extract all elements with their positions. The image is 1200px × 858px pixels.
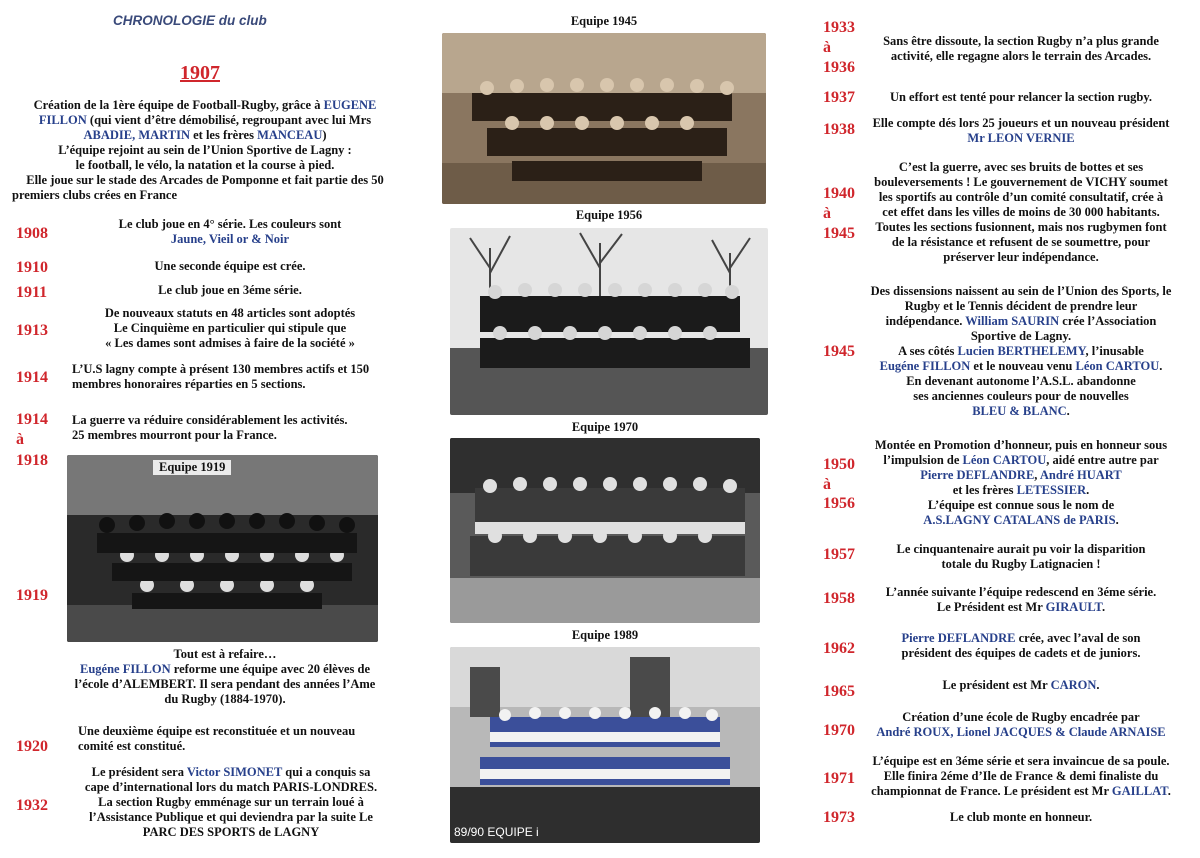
caption-equipe-1970: Equipe 1970: [571, 420, 639, 434]
entry-1958-text: L’année suivante l’équipe redescend en 3éme série. Le Président est Mr GIRAULT.: [885, 585, 1157, 614]
entry-1965-text: Le président est Mr CARON.: [942, 678, 1100, 692]
year-1932: 1932: [16, 797, 48, 814]
entry-1908-text: Le club joue en 4° série. Les couleurs sont Jaune, Vieil or & Noir: [118, 217, 342, 246]
entry-1907-text: Création de la 1ère équipe de Football-Rugby, grâce à EUGENE FILLON (qui vient d’être démobilisé, regroupant avec lui Mrs ABADIE, MARTIN et les frères MANCEAU) L’équipe rejoint au sein de l’Union Sportive de Lagny : le football, le vélo, la natation et la course à pied. Elle joue sur le stade des Arcades de Pomponne et fait partie des 50 premiers clubs crées en France: [12, 98, 384, 202]
year-1914: 1914: [16, 369, 48, 386]
year-1911: 1911: [16, 284, 48, 301]
entry-1970-text: Création d’une école de Rugby encadrée par André ROUX, Lionel JACQUES & Claude ARNAISE: [876, 710, 1166, 739]
entry-1920-text: Une deuxième équipe est reconstituée et un nouveau comité est constitué.: [78, 724, 356, 753]
photo-equipe-1945: [442, 33, 766, 204]
year-range-a-2: à: [823, 39, 831, 56]
page-title: CHRONOLOGIE du club: [113, 13, 267, 28]
year-1971: 1971: [823, 770, 855, 787]
caption-equipe-1945: Equipe 1945: [570, 14, 638, 28]
entry-1940-text: C’est la guerre, avec ses bruits de bottes et ses bouleversements ! Le gouvernement de VICHY soumet les sportifs au contrôle d’un comité consultatif, crée à cet effet dans les villes de moins de 30 000 habitants. Toutes les sections fusionnent, mais nos rugbymen font de la résistance et refusent de se soumettre, pour préserver leur indépendance.: [874, 160, 1168, 264]
caption-equipe-1956: Equipe 1956: [575, 208, 643, 222]
entry-1971-text: L’équipe est en 3éme série et sera invaincue de sa poule. Elle finira 2éme d’Ile de France & demi finaliste du championnat de France. Le président est Mr GAILLAT.: [871, 754, 1171, 798]
caption-equipe-1989: Equipe 1989: [571, 628, 639, 642]
year-1910: 1910: [16, 259, 48, 276]
year-1973: 1973: [823, 809, 855, 826]
entry-1918-text: La guerre va réduire considérablement les activités. 25 membres mourront pour la France.: [72, 413, 348, 442]
year-1957: 1957: [823, 546, 855, 563]
year-1933: 1933: [823, 19, 855, 36]
year-1914-start: 1914: [16, 411, 48, 428]
photo-1919-caption: Equipe 1919: [153, 460, 231, 475]
entry-1919-text: Tout est à refaire… Eugéne FILLON reforme une équipe avec 20 élèves de l’école d’ALEMBERT. Il sera pendant des années l’Ame du Rugby (1884-1970).: [74, 647, 376, 706]
entry-1945-text: Des dissensions naissent au sein de l’Union des Sports, le Rugby et le Tennis décident de prendre leur indépendance. William SAURIN crée l’Association Sportive de Lagny. A ses côtés Lucien BERTHELEMY, l’inusable Eugéne FILLON et le nouveau venu Léon CARTOU. En devenant autonome l’A.S.L. abandonne ses anciennes couleurs pour de nouvelles BLEU & BLANC.: [870, 284, 1172, 418]
year-1965: 1965: [823, 683, 855, 700]
entry-1937-text: Un effort est tenté pour relancer la section rugby.: [889, 90, 1153, 104]
photo-equipe-1919: [67, 455, 378, 642]
year-1908: 1908: [16, 225, 48, 242]
year-1970: 1970: [823, 722, 855, 739]
entry-1933-text: Sans être dissoute, la section Rugby n’a plus grande activité, elle regagne alors le terrain des Arcades.: [883, 34, 1159, 63]
entry-1973-text: Le club monte en honneur.: [949, 810, 1093, 824]
year-range-a-3: à: [823, 205, 831, 222]
year-1945: 1945: [823, 225, 855, 242]
photo-equipe-1956: [450, 228, 768, 415]
year-1938: 1938: [823, 121, 855, 138]
year-1918: 1918: [16, 452, 48, 469]
photo-equipe-1970: [450, 438, 760, 623]
year-1913: 1913: [16, 322, 48, 339]
photo-equipe-1989: [450, 647, 760, 843]
entry-1950-text: Montée en Promotion d’honneur, puis en honneur sous l’impulsion de Léon CARTOU, aidé entre autre par Pierre DEFLANDRE, André HUART et les frères LETESSIER. L’équipe est connue sous le nom de A.S.LAGNY CATALANS de PARIS.: [874, 438, 1168, 527]
year-1936: 1936: [823, 59, 855, 76]
entry-1914-text: L’U.S lagny compte à présent 130 membres actifs et 150 membres honoraires réparties en 5 sections.: [72, 362, 370, 391]
year-1950: 1950: [823, 456, 855, 473]
entry-1962-text: Pierre DEFLANDRE crée, avec l’aval de son président des équipes de cadets et de juniors.: [901, 631, 1141, 660]
year-1956: 1956: [823, 495, 855, 512]
year-1937: 1937: [823, 89, 855, 106]
year-1920: 1920: [16, 738, 48, 755]
entry-1938-text: Elle compte dés lors 25 joueurs et un nouveau président Mr LEON VERNIE: [872, 116, 1170, 145]
entry-1910-text: Une seconde équipe est crée.: [154, 259, 306, 273]
year-1958: 1958: [823, 590, 855, 607]
year-1940: 1940: [823, 185, 855, 202]
year-range-a-4: à: [823, 476, 831, 493]
year-1962: 1962: [823, 640, 855, 657]
year-range-a-1: à: [16, 431, 24, 448]
entry-1932-text: Le président sera Victor SIMONET qui a conquis sa cape d’international lors du match PARIS-LONDRES. La section Rugby emménage sur un terrain loué à l’Assistance Publique et qui deviendra par la suite Le PARC DES SPORTS de LAGNY: [84, 765, 378, 839]
entry-1913-text: De nouveaux statuts en 48 articles sont adoptés Le Cinquième en particulier qui stipule que « Les dames sont admises à faire de la société »: [104, 306, 356, 350]
year-1907-heading: 1907: [180, 62, 220, 84]
year-1919: 1919: [16, 587, 48, 604]
entry-1911-text: Le club joue en 3éme série.: [158, 283, 302, 297]
entry-1957-text: Le cinquantenaire aurait pu voir la disparition totale du Rugby Latignacien !: [896, 542, 1146, 571]
photo-1989-badge: 89/90 EQUIPE i: [454, 825, 539, 839]
year-1945-second: 1945: [823, 343, 855, 360]
